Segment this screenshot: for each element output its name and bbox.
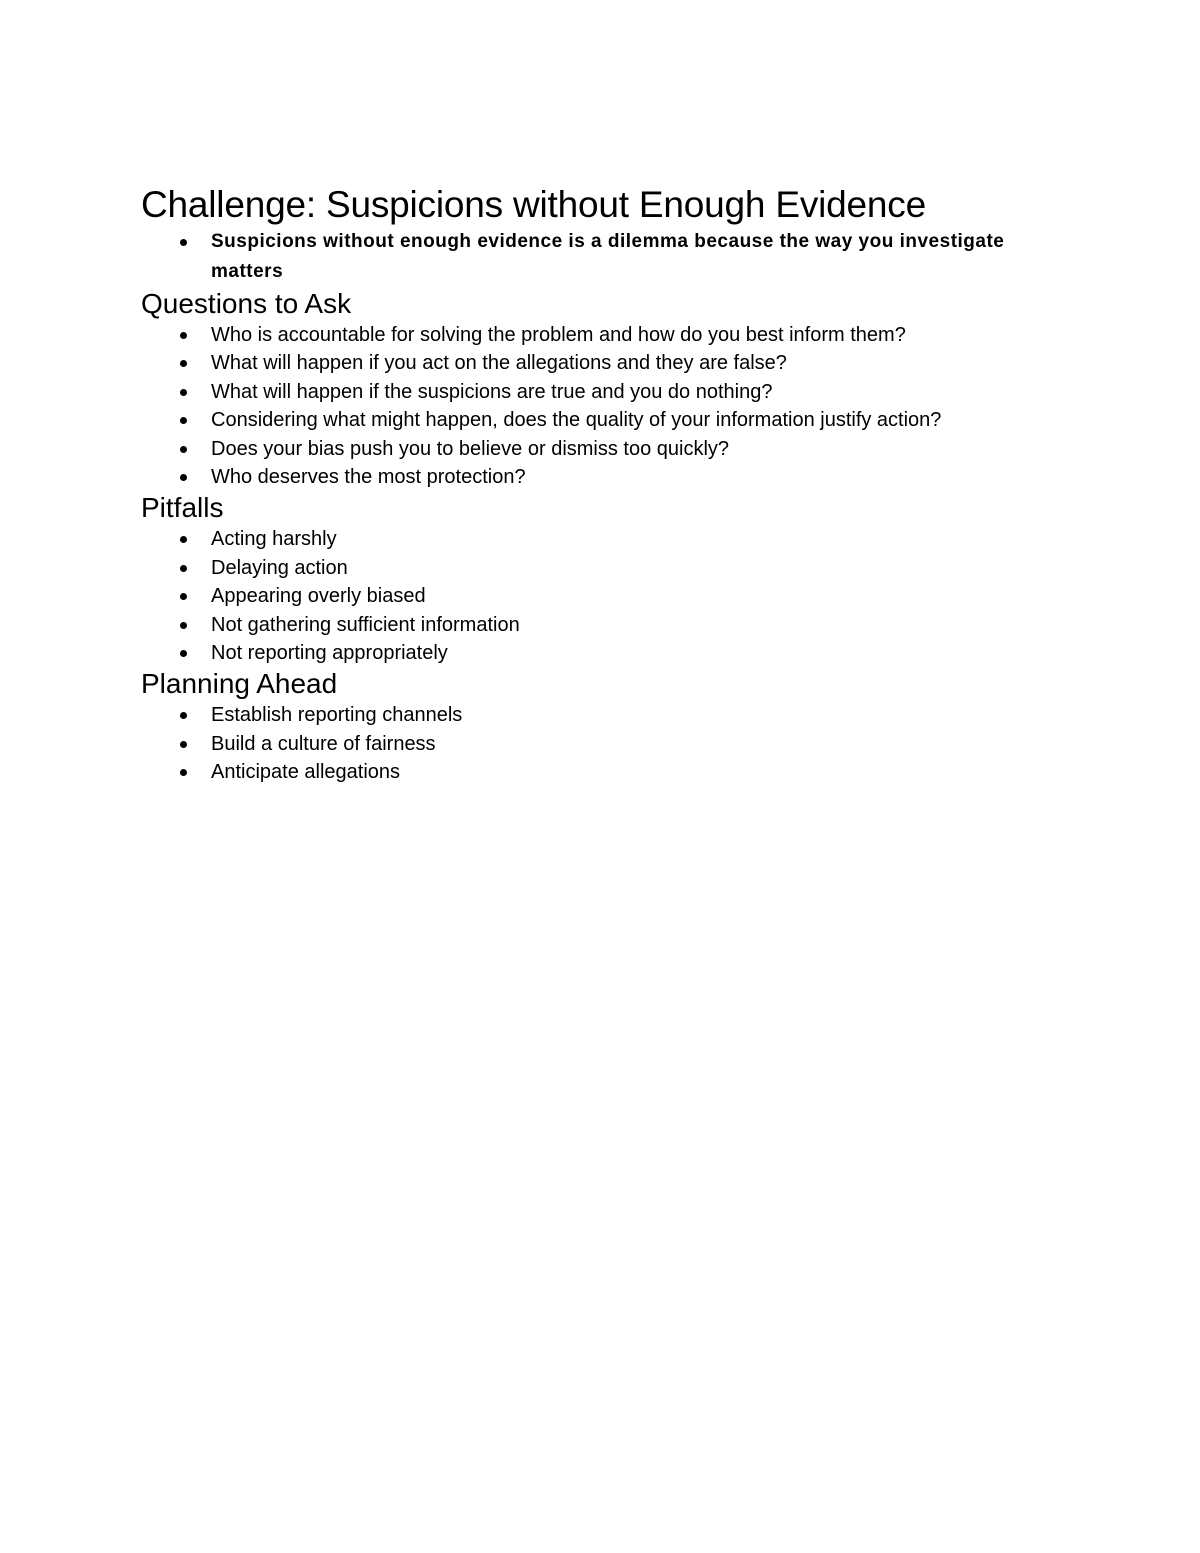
bullet-icon <box>180 593 187 600</box>
list-item <box>141 611 1041 639</box>
list-item-text: Does your bias push you to believe or dismiss too quickly? <box>211 437 730 460</box>
questions-list <box>141 321 1041 491</box>
intro-bullet-list <box>141 227 1041 287</box>
intro-bullet-text: Suspicions without enough evidence is a dilemma because the way you investigate matters <box>211 231 1005 282</box>
list-item <box>141 525 1041 553</box>
list-item-text: Delaying action <box>211 556 348 579</box>
list-item-text: Establish reporting channels <box>211 704 463 727</box>
bullet-icon <box>180 474 187 481</box>
list-item <box>141 406 1041 434</box>
list-item-text: Anticipate allegations <box>211 761 401 784</box>
list-item <box>141 321 1041 349</box>
bullet-icon <box>180 417 187 424</box>
list-item-text: What will happen if the suspicions are true and you do nothing? <box>211 380 773 403</box>
list-item <box>141 349 1041 377</box>
list-item-text: Not reporting appropriately <box>211 642 448 665</box>
section-heading-planning: Planning Ahead <box>141 668 338 700</box>
list-item <box>141 701 1041 729</box>
bullet-icon <box>180 712 187 719</box>
list-item <box>141 463 1041 491</box>
section-heading-questions: Questions to Ask <box>141 288 352 319</box>
list-item <box>141 639 1041 667</box>
list-item <box>141 378 1041 406</box>
bullet-icon <box>180 769 187 776</box>
bullet-icon <box>180 650 187 657</box>
bullet-icon <box>180 332 187 339</box>
list-item-text: Considering what might happen, does the quality of your information justify action? <box>211 409 942 432</box>
bullet-icon <box>180 536 187 543</box>
document-title: Challenge: Suspicions without Enough Evidence <box>141 184 926 225</box>
list-item-text: What will happen if you act on the allegations and they are false? <box>211 352 787 375</box>
bullet-icon <box>180 239 187 246</box>
list-item-text: Acting harshly <box>211 528 337 551</box>
list-item-text: Not gathering sufficient information <box>211 613 520 636</box>
bullet-icon <box>180 622 187 629</box>
list-item <box>141 554 1041 582</box>
list-item-text: Build a culture of fairness <box>211 732 436 755</box>
list-item <box>141 758 1041 786</box>
document-content <box>141 183 1041 787</box>
section-heading-pitfalls: Pitfalls <box>141 492 224 524</box>
list-item <box>141 582 1041 610</box>
bullet-icon <box>180 360 187 367</box>
list-item-text: Who deserves the most protection? <box>211 466 526 489</box>
pitfalls-list <box>141 525 1041 667</box>
bullet-icon <box>180 741 187 748</box>
intro-bullet-item <box>141 227 1041 287</box>
bullet-icon <box>180 446 187 453</box>
list-item <box>141 730 1041 758</box>
list-item <box>141 435 1041 463</box>
bullet-icon <box>180 565 187 572</box>
planning-list <box>141 701 1041 786</box>
list-item-text: Who is accountable for solving the problem and how do you best inform them? <box>211 324 906 346</box>
bullet-icon <box>180 389 187 396</box>
list-item-text: Appearing overly biased <box>211 585 426 608</box>
